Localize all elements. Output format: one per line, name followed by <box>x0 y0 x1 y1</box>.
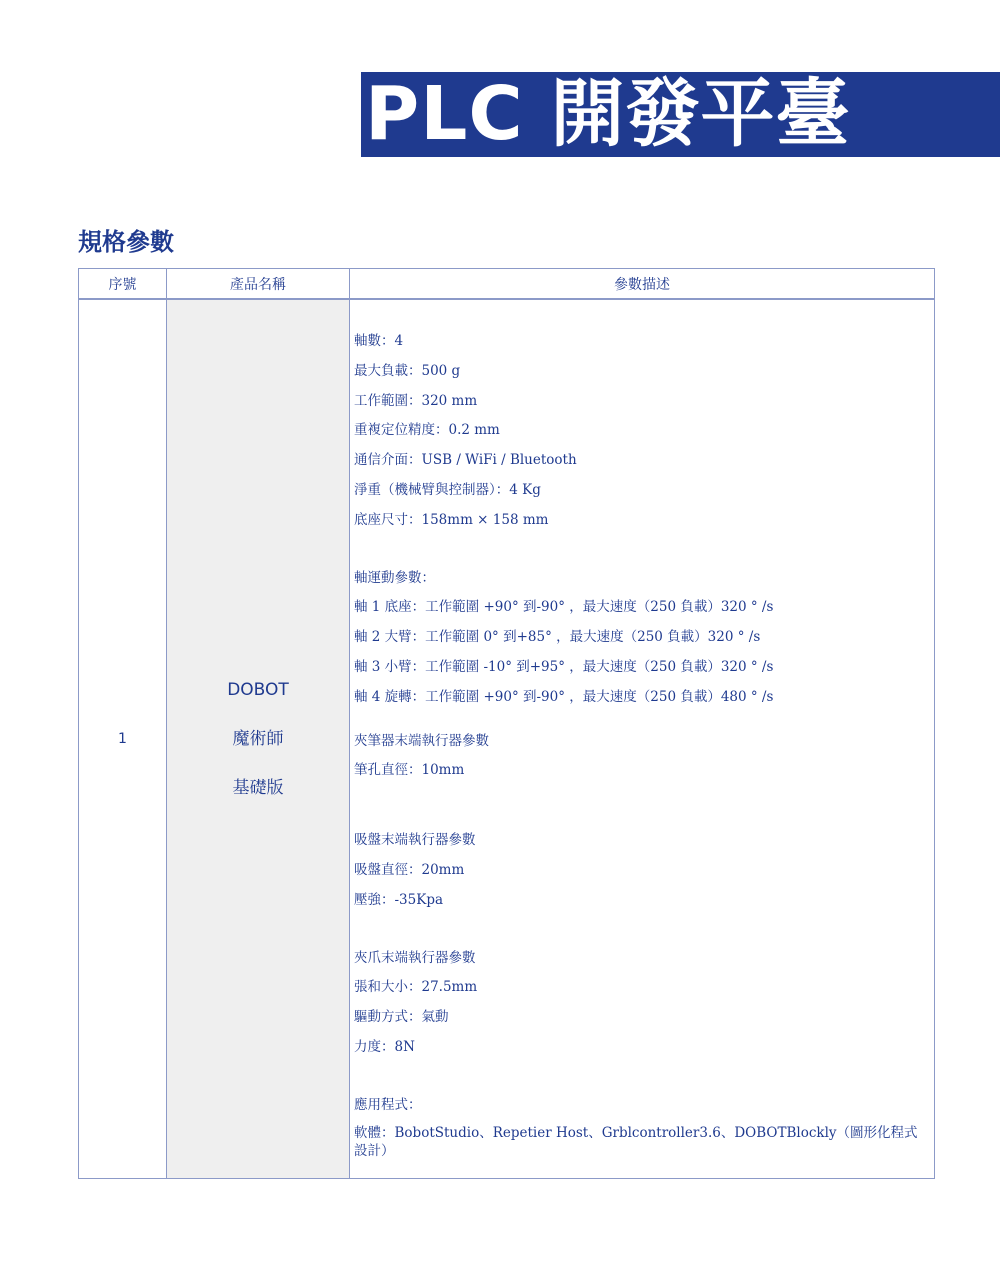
header-description: 參數描述 <box>350 269 935 300</box>
axis-params-title: 軸運動參數： <box>354 569 435 586</box>
applications-title: 應用程式： <box>354 1096 422 1113</box>
row-product-name <box>167 299 350 1179</box>
spec-line: 重複定位精度：0.2 mm <box>354 422 500 439</box>
spec-line: 最大負載：500 g <box>354 362 461 379</box>
header-product-name: 產品名稱 <box>167 269 350 300</box>
product-name-line: DOBOT <box>227 679 289 700</box>
row-description <box>350 299 935 1179</box>
table-header-row <box>79 269 935 300</box>
table-row <box>79 299 935 1179</box>
spec-line: 工作範圍：320 mm <box>354 392 478 409</box>
suction-cup-line: 吸盤直徑：20mm <box>354 861 465 878</box>
spec-table <box>78 268 935 1179</box>
spec-line: 淨重（機械臂與控制器）：4 Kg <box>354 481 541 498</box>
spec-line: 軸數：4 <box>354 333 404 349</box>
axis-param-line: 軸 2 大臂：工作範圍 0° 到+85° ，最大速度（250 負載）320 ° /s <box>354 629 761 646</box>
applications-text: 軟體：BobotStudio、Repetier Host、Grblcontroller3.6、DOBOTBlockly（圖形化程式設計） <box>354 1124 918 1159</box>
pen-holder-title: 夾筆器末端執行器參數 <box>354 732 489 749</box>
suction-cup-title: 吸盤末端執行器參數 <box>354 832 476 849</box>
section-title: 規格參數 <box>78 228 174 256</box>
axis-param-line: 軸 1 底座：工作範圍 +90° 到-90° ，最大速度（250 負載）320 ° /s <box>354 599 774 616</box>
spec-line: 通信介面：USB / WiFi / Bluetooth <box>354 452 577 469</box>
row-seq: 1 <box>79 299 167 1179</box>
gripper-line: 力度：8N <box>354 1038 415 1055</box>
suction-cup-line: 壓強：-35Kpa <box>354 891 444 908</box>
product-name-line: 魔術師 <box>232 728 284 749</box>
header-seq: 序號 <box>79 269 167 300</box>
gripper-line: 驅動方式：氣動 <box>354 1009 449 1026</box>
product-name-line: 基礎版 <box>232 777 284 798</box>
axis-param-line: 軸 3 小臂：工作範圍 -10° 到+95° ，最大速度（250 負載）320 ° /s <box>354 658 774 675</box>
page-banner: PLC 開發平臺 <box>361 72 1000 157</box>
axis-param-line: 軸 4 旋轉：工作範圍 +90° 到-90° ，最大速度（250 負載）480 ° /s <box>354 688 774 705</box>
spec-line: 底座尺寸：158mm × 158 mm <box>354 511 549 528</box>
pen-holder-line: 筆孔直徑：10mm <box>354 762 465 779</box>
gripper-title: 夾爪末端執行器參數 <box>354 949 476 966</box>
gripper-line: 張和大小：27.5mm <box>354 979 478 996</box>
